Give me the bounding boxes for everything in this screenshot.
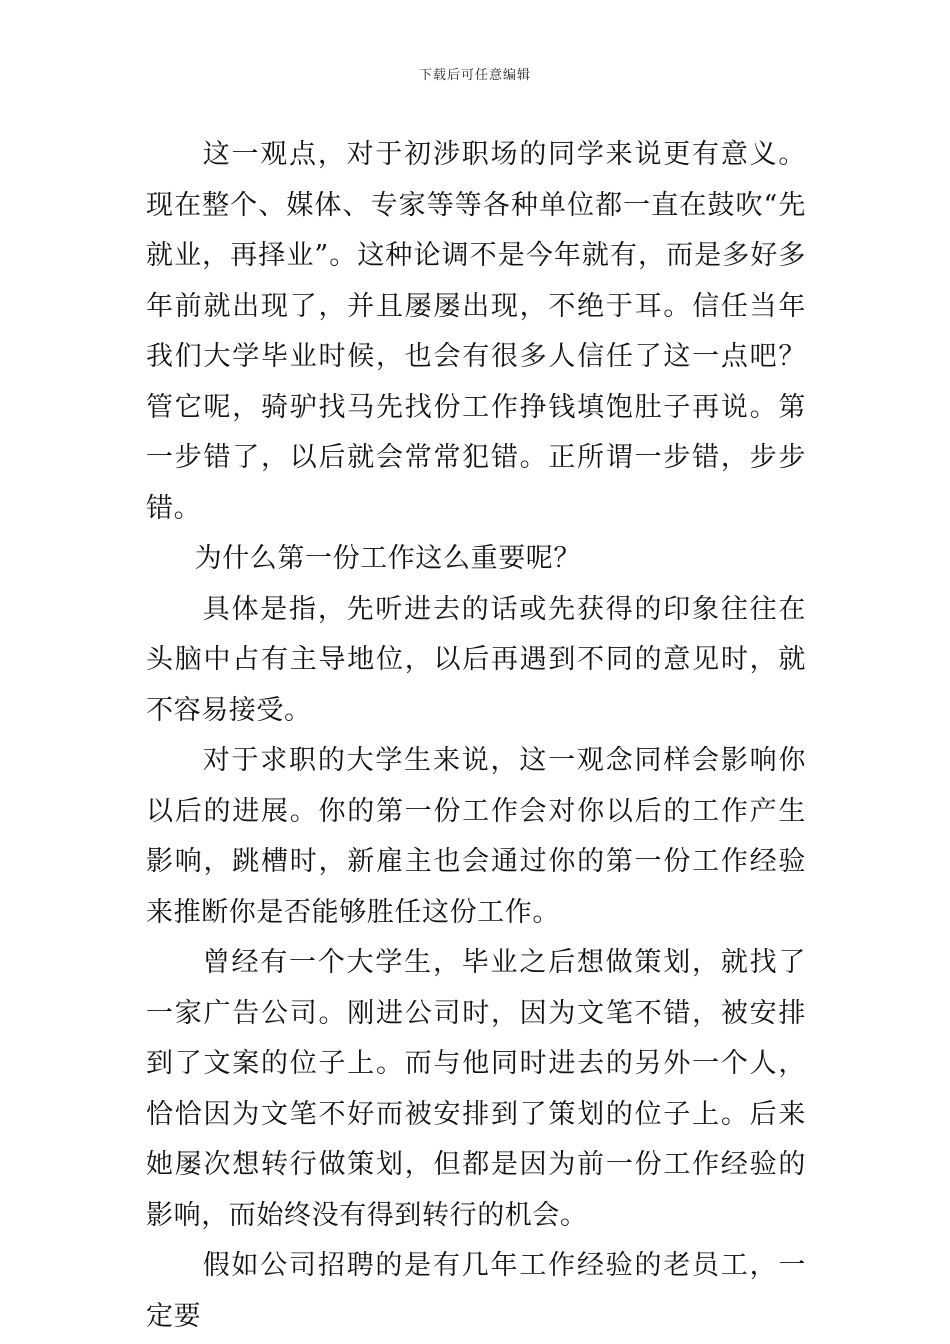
paragraph: 曾经有一个大学生，毕业之后想做策划，就找了一家广告公司。刚进公司时，因为文笔不错，被安排到了文案的位子上。而与他同时进去的另外一个人，恰恰因为文笔不好而被安排到了策划的位子上。后来她屡次想转行做策划，但都是因为前一份工作经验的影响，而始终没有得到转行的机会。 <box>146 947 806 1231</box>
document-body <box>146 130 806 1342</box>
paragraph-question: 为什么第一份工作这么重要呢？ <box>194 543 581 574</box>
header-note: 下载后可任意编辑 <box>418 68 531 83</box>
paragraph: 这一观点，对于初涉职场的同学来说更有意义。现在整个、媒体、专家等等各种单位都一直在鼓吹“先就业，再择业”。这种论调不是今年就有，而是多好多年前就出现了，并且屡屡出现，不绝于耳。信任当年我们大学毕业时候，也会有很多人信任了这一点吧？管它呢，骑驴找马先找份工作挣钱填饱肚子再说。第一步错了，以后就会常常犯错。正所谓一步错，步步错。 <box>146 139 806 524</box>
paragraph: 假如公司招聘的是有几年工作经验的老员工，一定要 <box>146 1250 806 1332</box>
paragraph: 对于求职的大学生来说，这一观念同样会影响你以后的进展。你的第一份工作会对你以后的工作产生影响，跳槽时，新雇主也会通过你的第一份工作经验来推断你是否能够胜任这份工作。 <box>146 745 806 928</box>
paragraph: 具体是指，先听进去的话或先获得的印象往往在头脑中占有主导地位，以后再遇到不同的意见时，就不容易接受。 <box>146 593 806 726</box>
